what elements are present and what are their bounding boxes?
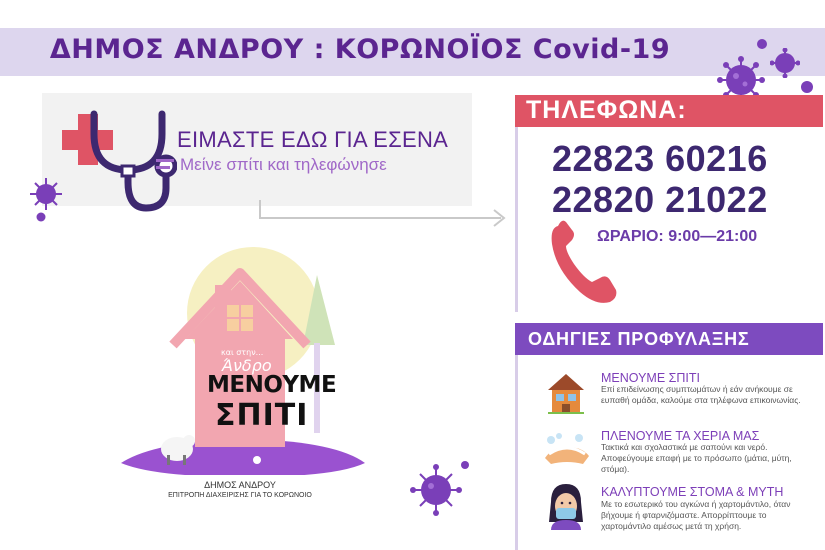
- tip-text-1: Επί επιδείνωσης συμπτωμάτων ή εάν ανήκουμε σε ευπαθή ομάδα, καλούμε στα τηλέφωνα επικοινωνίας.: [601, 384, 801, 405]
- hand-washing-icon: [543, 432, 591, 468]
- tip-title-1: ΜΕΝΟΥΜΕ ΣΠΙΤΙ: [601, 371, 700, 385]
- page-title: ΔΗΜΟΣ ΑΝΔΡΟΥ : ΚΟΡΩΝΟΪΟΣ Covid-19: [49, 34, 671, 65]
- house-slogan-line1: ΜΕΝΟΥΜΕ: [207, 372, 337, 398]
- virus-icon: [770, 48, 800, 78]
- divider: [515, 127, 518, 312]
- phone-number-2[interactable]: 22820 21022: [552, 179, 768, 220]
- house-slogan-line2: ΣΠΙΤΙ: [215, 398, 309, 433]
- tagline-main: ΕΙΜΑΣΤΕ ΕΔΩ ΓΙΑ ΕΣΕΝΑ: [177, 127, 449, 152]
- house-caption-1: ΔΗΜΟΣ ΑΝΔΡΟΥ: [204, 480, 276, 490]
- tip-text-3: Με το εσωτερικό του αγκώνα ή χαρτομάντιλο, όταν βήχουμε ή φταρνιζόμαστε. Απορρίπτουμε το χαρτομάντιλο αμέσως μετά τη χρήση.: [601, 499, 791, 531]
- virus-icon: [756, 38, 768, 50]
- virus-icon: [800, 80, 814, 94]
- guidelines-title: ΟΔΗΓΙΕΣ ΠΡΟΦΥΛΑΞΗΣ: [528, 329, 750, 349]
- virus-icon: [28, 176, 64, 212]
- arrow-icon: [256, 200, 511, 230]
- virus-icon: [460, 460, 470, 470]
- tagline-sub: Μείνε σπίτι και τηλεφώνησε: [180, 155, 387, 174]
- house-andro-text: Άνδρο: [222, 356, 272, 375]
- divider-icon: [156, 157, 176, 171]
- house-icon: [548, 372, 584, 414]
- phone-number-1[interactable]: 22823 60216: [552, 138, 768, 179]
- virus-icon: [410, 464, 462, 516]
- virus-icon: [36, 212, 46, 222]
- phones-title: ΤΗΛΕΦΩΝΑ:: [526, 96, 687, 124]
- house-caption-2: ΕΠΙΤΡΟΠΗ ΔΙΑΧΕΙΡΙΣΗΣ ΓΙΑ ΤΟ ΚΟΡΩΝΟΙΟ: [168, 492, 312, 499]
- tip-title-3: ΚΑΛΥΠΤΟΥΜΕ ΣΤΟΜΑ & ΜΥΤΗ: [601, 485, 784, 499]
- tip-title-2: ΠΛΕΝΟΥΜΕ ΤΑ ΧΕΡΙΑ ΜΑΣ: [601, 429, 760, 443]
- face-mask-icon: [545, 482, 587, 530]
- hours-text: ΩΡΑΡΙΟ: 9:00—21:00: [597, 228, 758, 245]
- house-small-text: και στην...: [221, 348, 264, 357]
- divider: [515, 355, 518, 550]
- tip-text-2: Τακτικά και σχολαστικά με σαπούνι και νερό. Αποφεύγουμε επαφή με το πρόσωπο (μάτια, μύτη, στόμα).: [601, 442, 792, 474]
